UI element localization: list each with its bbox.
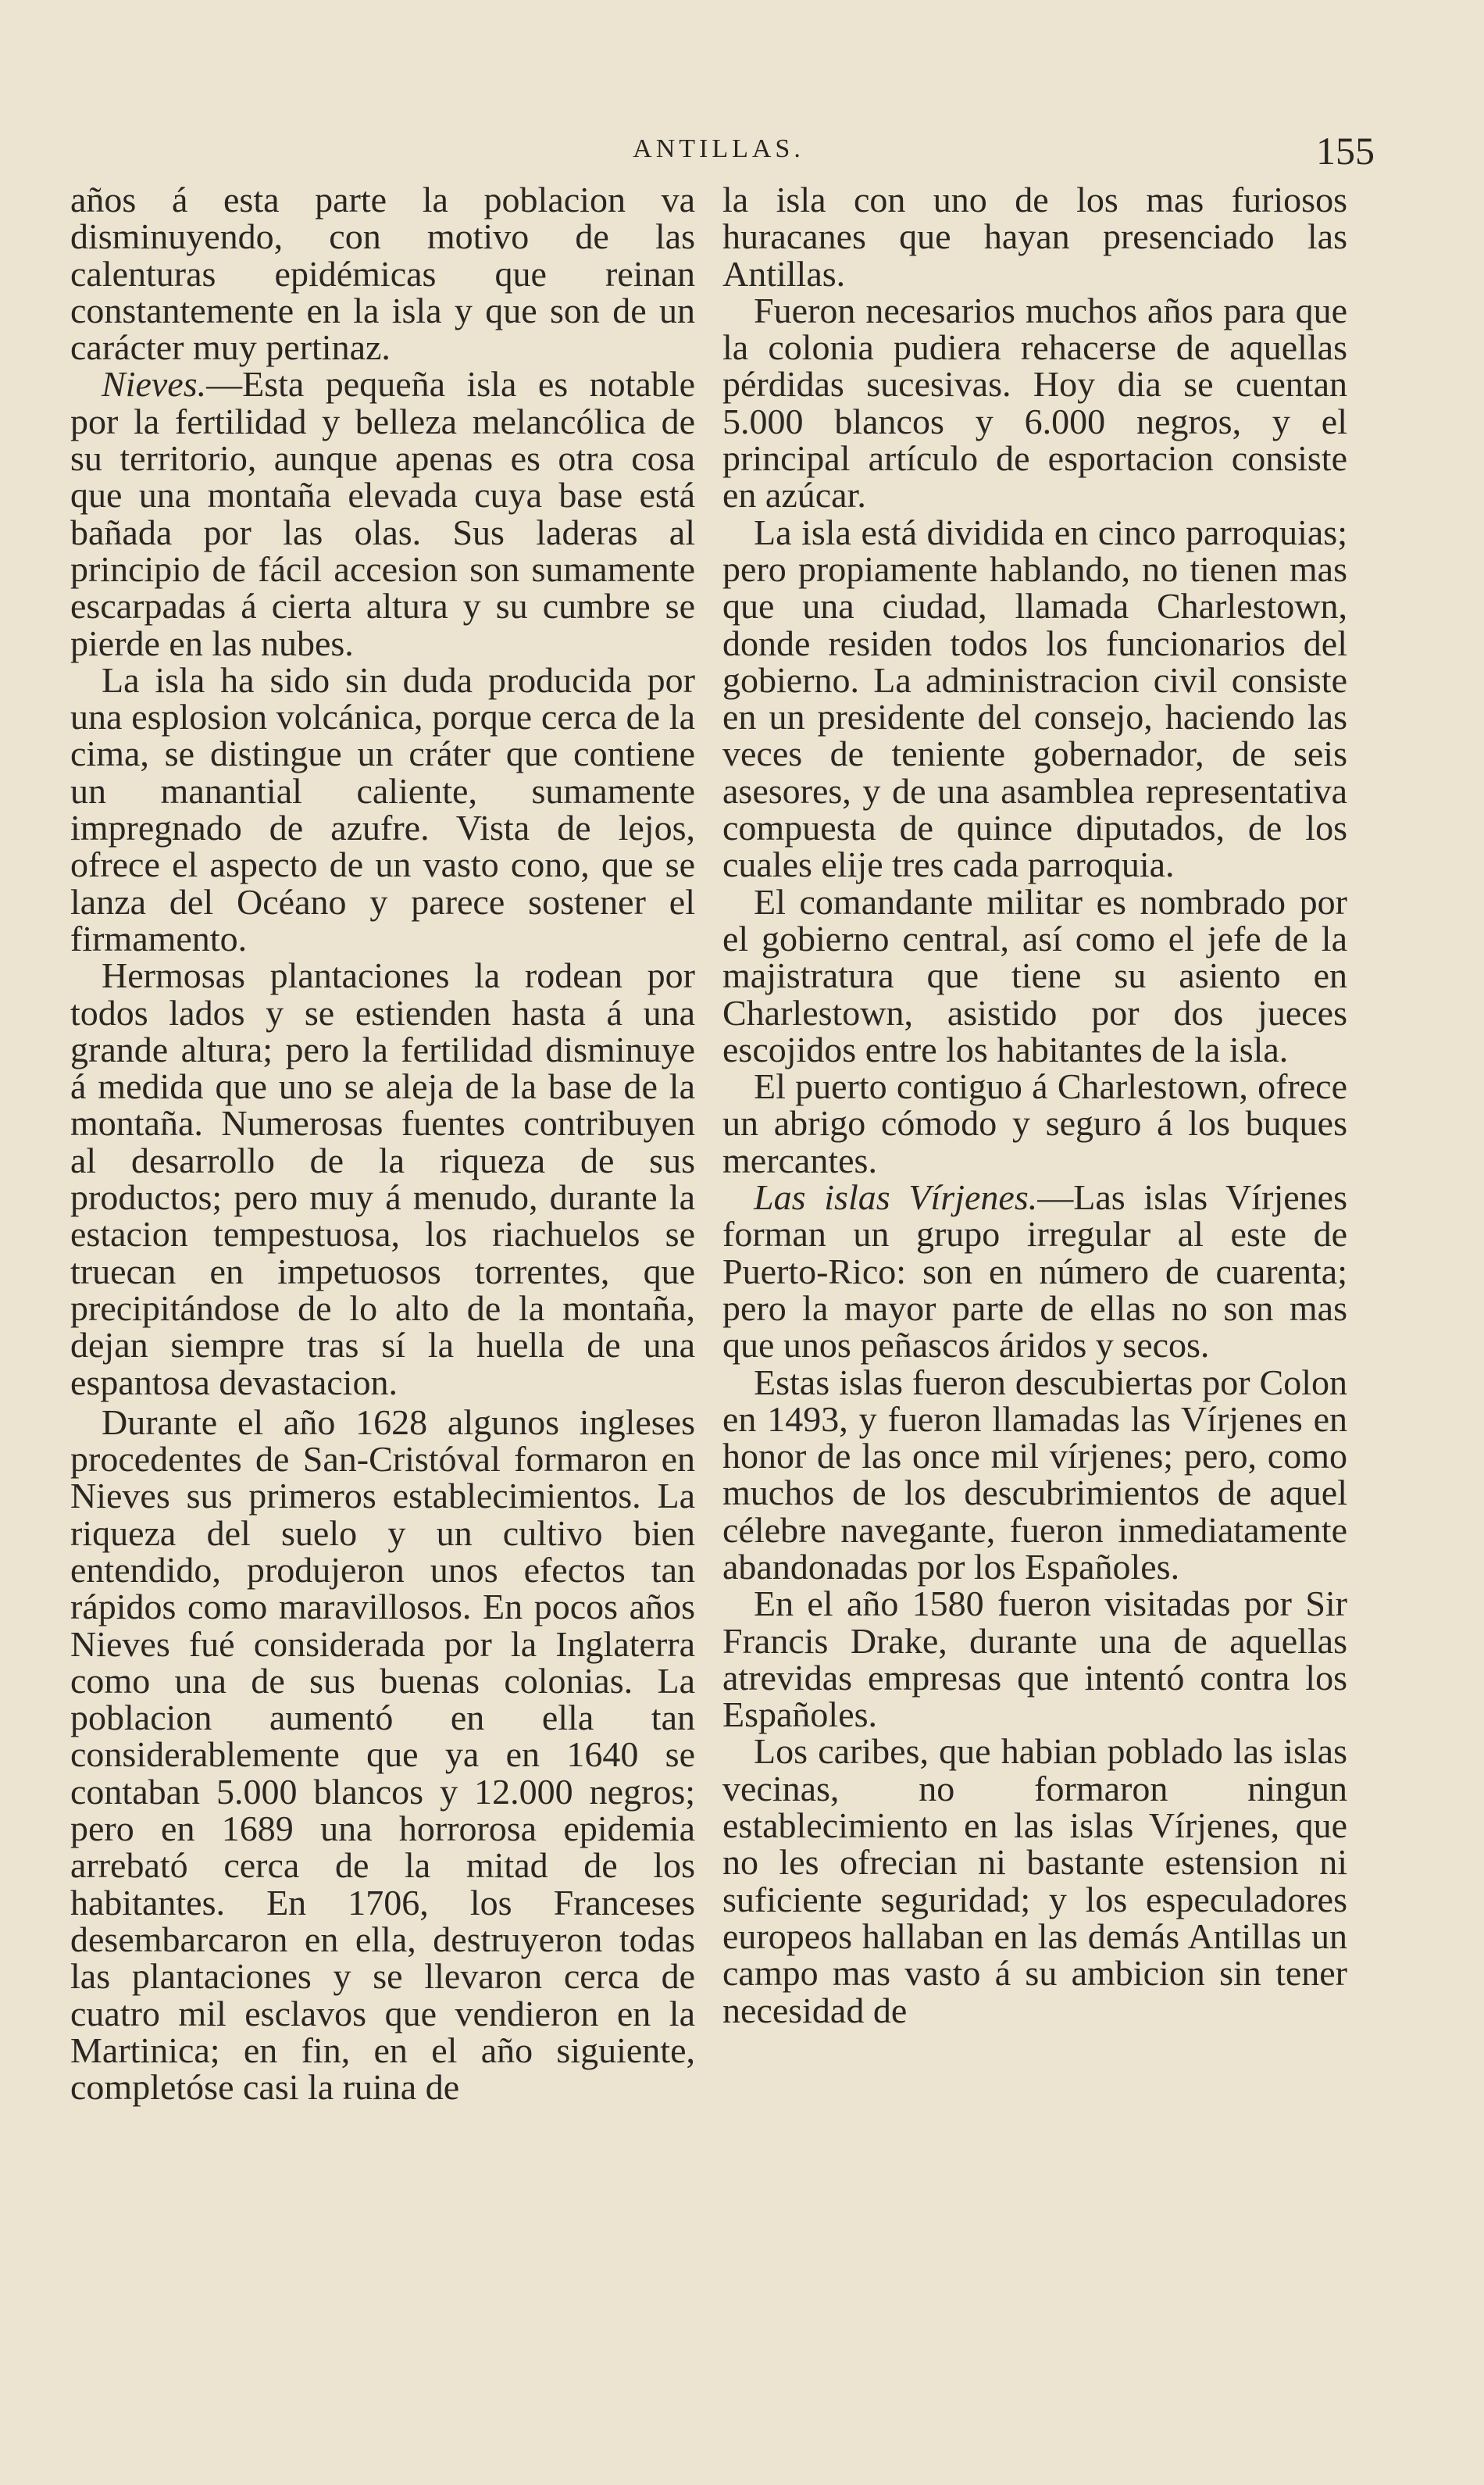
section-title-nieves: Nieves. xyxy=(102,364,207,405)
paragraph: La isla ha sido sin duda producida por una esplosion volcánica, porque cerca de la cima, se distingue un cráter que contiene un manantial caliente, sumamente impregnado de azufre. Vista de lejos, ofrece el aspecto de un vasto cono, que se lanza del Océano y parece sostener el firmamento. xyxy=(70,659,695,959)
page-number: 155 xyxy=(1316,129,1375,173)
paragraph: Durante el año 1628 algunos ingleses procedentes de San-Cristóval formaron en Nieves sus primeros establecimientos. La riqueza del suelo y un cultivo bien entendido, produjeron unos efectos tan rápidos como maravillosos. En pocos años Nieves fué considerada por la Inglaterra como una de sus buenas colonias. La poblacion aumentó en ella tan considerablemente que ya en 1640 se contaban 5.000 blancos y 12.000 negros; pero en 1689 una horrorosa epidemia arrebató cerca de la mitad de los habitantes. En 1706, los Franceses desembarcaron en ella, destruyeron todas las plantaciones y se llevaron cerca de cuatro mil esclavos que vendieron en la Martinica; en fin, en el año siguiente, completóse casi la ruina de xyxy=(70,1401,695,2108)
paragraph: la isla con uno de los mas furiosos huracanes que hayan presenciado las Antillas. xyxy=(722,180,1347,294)
paragraph-text: —Las islas Vírjenes forman un grupo irregular al este de Puerto-Rico: son en número de cuarenta; pero la mayor parte de ellas no son mas que unos peñascos áridos y secos. xyxy=(722,1177,1347,1366)
paragraph: El puerto contiguo á Charlestown, ofrece un abrigo cómodo y seguro á los buques mercantes. xyxy=(722,1066,1347,1180)
paragraph: En el año 1580 fueron visitadas por Sir Francis Drake, durante una de aquellas atrevidas empresas que intentó contra los Españoles. xyxy=(722,1583,1347,1735)
right-column xyxy=(722,181,1347,2029)
page-header xyxy=(62,131,1375,178)
paragraph-nieves xyxy=(70,366,695,661)
paragraph: Los caribes, que habian poblado las islas vecinas, no formaron ningun establecimiento en las islas Vírjenes, que no les ofrecian ni bastante estension ni suficiente seguridad; y los especuladores europeos hallaban en las demás Antillas un campo mas vasto á su ambicion sin tener necesidad de xyxy=(722,1731,1347,2030)
paragraph: Estas islas fueron descubiertas por Colon en 1493, y fueron llamadas las Vírjenes en honor de las once mil vírjenes; pero, como muchos de los descubrimientos de aquel célebre navegante, fueron inmediatamente abandonadas por los Españoles. xyxy=(722,1362,1347,1587)
paragraph: años á esta parte la poblacion va disminuyendo, con motivo de las calenturas epidémicas que reinan constantemente en la isla y que son de un carácter muy pertinaz. xyxy=(70,180,695,368)
paragraph: La isla está dividida en cinco parroquias; pero propiamente hablando, no tienen mas que una ciudad, llamada Charlestown, donde residen todos los funcionarios del gobierno. La administracion civil consiste en un presidente del consejo, haciendo las veces de teniente gobernador, de seis asesores, y de una asamblea representativa compuesta de quince diputados, de los cuales elije tres cada parroquia. xyxy=(722,512,1347,885)
left-column xyxy=(70,180,695,2108)
paragraph: Hermosas plantaciones la rodean por todos lados y se estienden hasta á una grande altura; pero la fertilidad disminuye á medida que uno se aleja de la base de la montaña. Numerosas fuentes contribuyen al desarrollo de la riqueza de sus productos; pero muy á menudo, durante la estacion tempestuosa, los riachuelos se truecan en impetuosos torrentes, que precipitándose de lo alto de la montaña, dejan siempre tras sí la huella de una espantosa devastacion. xyxy=(70,955,695,1402)
paragraph-text: —Esta pequeña isla es notable por la fertilidad y belleza melancólica de su territorio, aunque apenas es otra cosa que una montaña elevada cuya base está bañada por las olas. Sus laderas al principio de fácil accesion son sumamente escarpadas á cierta altura y su cumbre se pierde en las nubes. xyxy=(70,364,695,663)
paragraph: El comandante militar es nombrado por el gobierno central, así como el jefe de la majistratura que tiene su asiento en Charlestown, asistido por dos jueces escojidos entre los habitantes de la isla. xyxy=(722,881,1347,1069)
section-title-islas-virjenes: Las islas Vírjenes. xyxy=(754,1177,1038,1218)
running-title: ANTILLAS. xyxy=(633,134,804,163)
paragraph-islas-virjenes xyxy=(722,1177,1347,1366)
paragraph: Fueron necesarios muchos años para que la colonia pudiera rehacerse de aquellas pérdidas sucesivas. Hoy dia se cuentan 5.000 blancos y 6.000 negros, y el principal artículo de esportacion consiste en azúcar. xyxy=(722,290,1347,516)
